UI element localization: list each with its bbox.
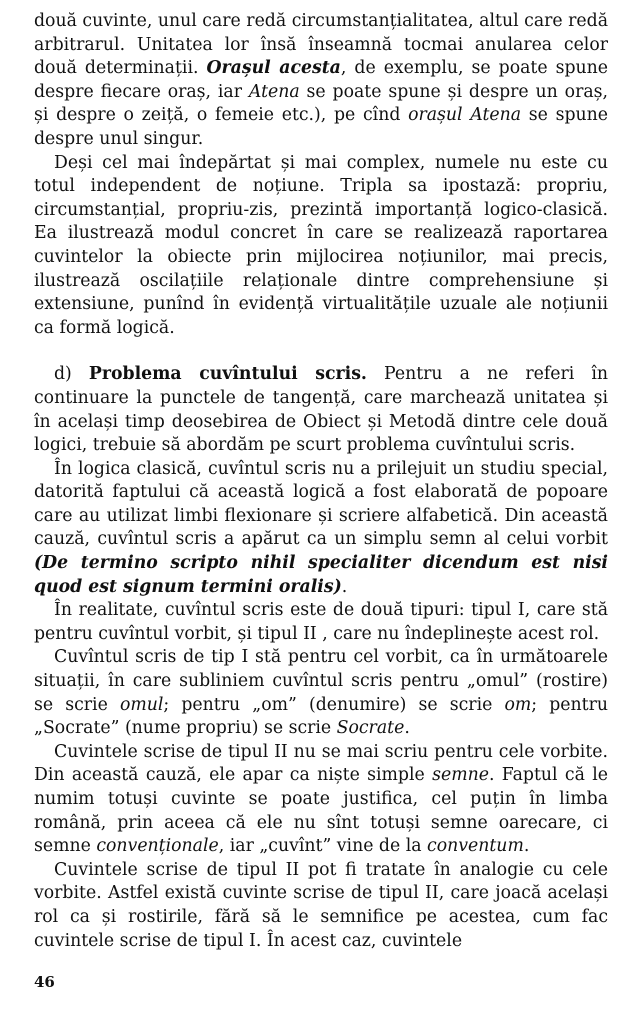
paragraph [34,458,608,600]
paragraph [34,741,608,859]
italic-term: omul [119,694,164,715]
text-run: . [404,718,410,739]
text-run: ; pentru „Socrate” (nume propriu) se scrie [34,694,608,739]
text-run: . Faptul că le numim totuși cuvinte se poate justifica, cel puțin în limba română, prin aceea că ele nu sînt totuși semne oarecare, ci semne [34,765,608,857]
text-run: Cuvintele scrise de tipul II nu se mai scriu pentru cele vorbite. Din această cauză, ele apar ca niște simple [34,741,608,786]
paragraph [34,152,608,341]
text-run: , iar „cuvînt” vine de la [218,836,428,857]
text-run: d) [54,364,89,385]
text-run: se spune despre unul singur. [34,105,608,149]
bold-italic-term: Orașul acesta [206,58,341,79]
text-run: În realitate, cuvîntul scris este de două tipuri: tipul I, care stă pentru cuvîntul vorbit, și tipul II , care nu îndeplinește acest rol. [34,600,608,644]
text-run: Pentru a ne referi în continuare la punctele de tangență, care marchează unitatea și în același timp deosebirea de Obiect și Metodă dintre cele două logici, trebuie să abordăm pe scurt problema cuvîntului scris. [34,364,608,456]
body-text [34,10,608,953]
italic-term: conventum [427,836,524,857]
bold-heading: Problema cuvîntului scris. [88,364,367,385]
text-run: ; pentru „om” (denumire) se scrie [163,694,505,715]
italic-term: Socrate [336,718,405,739]
italic-term: Atena [248,81,300,102]
paragraph [34,646,608,740]
text-run: se poate spune și despre un oraș, și despre o zeiță, o femeie etc.), pe cînd [34,81,608,126]
paragraph [34,10,608,152]
text-run: În logica clasică, cuvîntul scris nu a prilejuit un studiu special, datorită faptului că această logică a fost elaborată de popoare care au utilizat limbi flexionare și scriere alfabetică. Din această cauză, cuvîntul scris a apărut ca un simplu semn al celui vorbit [34,458,608,550]
text-run: . [523,836,530,857]
text-run: , de exemplu, se poate spune despre fiecare oraș, iar [34,58,608,102]
bold-italic-term: (De termino scripto nihil specialiter dicendum est nisi quod est signum termini oralis) [34,553,608,597]
text-run: Deși cel mai îndepărtat și mai complex, numele nu este cu totul independent de noțiune. Tripla sa ipostază: propriu, circumstanțial, propriu-zis, prezintă importanță logico-clasică. Ea ilustrează modul concret în care se realizează raportarea cuvintelor la obiecte prin mijlocirea noțiunilor, mai precis, ilustrează oscilațiile relaționale dintre comprehensiune și extensiune, punînd în evidență virtualitățile uzuale ale noțiunii ca formă logică. [34,152,608,338]
italic-term: semne [432,765,489,786]
text-run: Cuvintele scrise de tipul II pot fi tratate în analogie cu cele vorbite. Astfel există cuvinte scrise de tipul II, care joacă același rol ca și rostirile, fără să le semnifice pe acestea, cum fac cuvintele scrise de tipul I. În acest caz, cuvintele [34,859,608,951]
text-run: . [341,576,348,597]
page-number: 46 [34,973,55,991]
paragraph [34,599,608,646]
section-paragraph [34,363,608,457]
italic-term: convenționale [96,836,219,857]
italic-term: orașul Atena [408,105,522,126]
text-run: două cuvinte, unul care redă circumstanțialitatea, altul care redă arbitrarul. Unitatea lor însă înseamnă tocmai anularea celor două determinații. [34,11,608,79]
text-run: Cuvîntul scris de tip I stă pentru cel vorbit, ca în următoarele situații, în care subliniem cuvîntul scris pentru „omul” (rostire) se scrie [34,647,608,715]
italic-term: om [504,694,532,715]
paragraph [34,859,608,953]
